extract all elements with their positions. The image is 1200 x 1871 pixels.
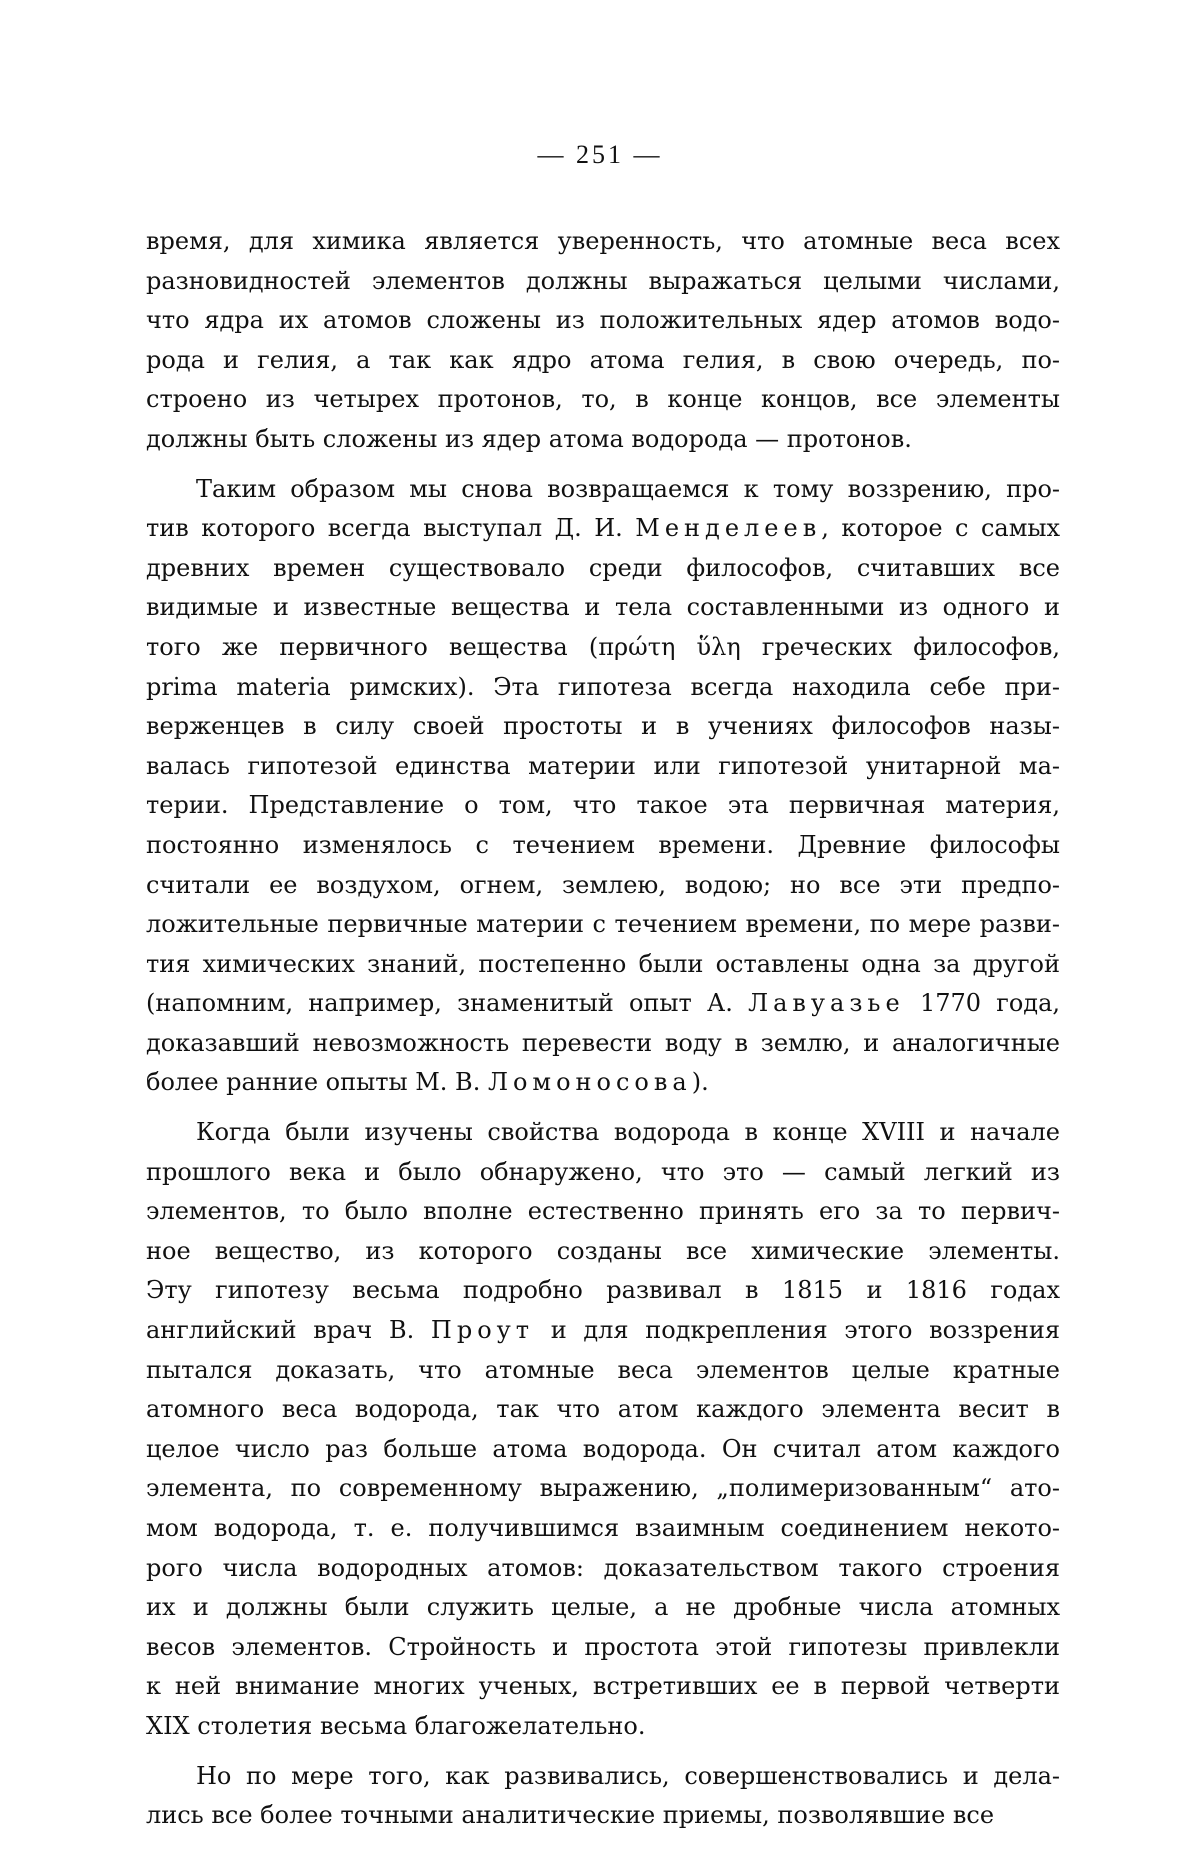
text-line: целое число раз больше атома водорода. Он считал атом каждого [146,1430,1060,1470]
text-line: считали ее воздухом, огнем, землею, водою; но все эти предпо- [146,866,1060,906]
text-line: Когда были изучены свойства водорода в конце XVIII и начале [146,1113,1060,1153]
text-line: XIX столетия весьма благожелательно. [146,1707,1060,1747]
text-line: весов элементов. Стройность и простота этой гипотезы привлекли [146,1628,1060,1668]
text-line [146,1063,1060,1103]
text-line: элементов, то было вполне естественно принять его за то первич- [146,1192,1060,1232]
text-line: Эту гипотезу весьма подробно развивал в 1815 и 1816 годах [146,1271,1060,1311]
text-line: разновидностей элементов должны выражаться целыми числами, [146,262,1060,302]
text-line: время, для химика является уверенность, что атомные веса всех [146,222,1060,262]
text-line: того же первичного вещества (πρώτη ὕλη греческих философов, [146,628,1060,668]
text-line: постоянно изменялось с течением времени. Древние философы [146,826,1060,866]
text-line: элемента, по современному выражению, „полимеризованным“ ато- [146,1469,1060,1509]
text-line: что ядра их атомов сложены из положительных ядер атомов водо- [146,301,1060,341]
text-line: к ней внимание многих ученых, встретивших ее в первой четверти [146,1667,1060,1707]
text-line [146,1311,1060,1351]
text-segment: (напомним, например, знаменитый опыт А. [146,989,748,1017]
text-line: валась гипотезой единства материи или гипотезой унитарной ма- [146,747,1060,787]
text-line [146,509,1060,549]
text-line: атомного веса водорода, так что атом каждого элемента весит в [146,1390,1060,1430]
body-text [146,222,1060,1836]
text-line: ное вещество, из которого созданы все химические элементы. [146,1232,1060,1272]
text-line: пытался доказать, что атомные веса элементов целые кратные [146,1351,1060,1391]
text-line: древних времен существовало среди философов, считавших все [146,549,1060,589]
text-line: прошлого века и было обнаружено, что это — самый легкий из [146,1153,1060,1193]
text-segment: ). [692,1068,709,1096]
text-line: лись все более точными аналитические приемы, позволявшие все [146,1796,1060,1836]
spaced-name: Ломоносова [488,1068,692,1096]
text-line: их и должны были служить целые, а не дробные числа атомных [146,1588,1060,1628]
spaced-name: Лавуазье [748,989,905,1017]
text-line: верженцев в силу своей простоты и в учениях философов назы- [146,707,1060,747]
text-line: Но по мере того, как развивались, совершенствовались и дела- [146,1757,1060,1797]
text-segment: английский врач В. [146,1316,431,1344]
text-line: доказавший невозможность перевести воду в землю, и аналогичные [146,1024,1060,1064]
text-segment: тив которого всегда выступал Д. И. [146,514,635,542]
text-segment: , которое с самых [821,514,1060,542]
book-page [0,0,1200,1871]
text-line: видимые и известные вещества и тела составленными из одного и [146,588,1060,628]
text-segment: и для подкрепления этого воззрения [534,1316,1060,1344]
text-segment: более ранние опыты М. В. [146,1068,488,1096]
text-line: ложительные первичные материи с течением времени, по мере разви- [146,905,1060,945]
text-line: мом водорода, т. е. получившимся взаимным соединением некото- [146,1509,1060,1549]
page-number: — 251 — [0,140,1200,170]
text-line: рода и гелия, а так как ядро атома гелия, в свою очередь, по- [146,341,1060,381]
text-line: терии. Представление о том, что такое эта первичная материя, [146,786,1060,826]
spaced-name: Проут [431,1316,534,1344]
text-line: Таким образом мы снова возвращаемся к тому воззрению, про- [146,470,1060,510]
text-line: строено из четырех протонов, то, в конце концов, все элементы [146,380,1060,420]
text-segment: 1770 года, [905,989,1060,1017]
text-line: prima materia римских). Эта гипотеза всегда находила себе при- [146,668,1060,708]
text-line: рого числа водородных атомов: доказательством такого строения [146,1549,1060,1589]
text-line: должны быть сложены из ядер атома водорода — протонов. [146,420,1060,460]
text-line [146,984,1060,1024]
spaced-name: Менделеев [635,514,821,542]
text-line: тия химических знаний, постепенно были оставлены одна за другой [146,945,1060,985]
